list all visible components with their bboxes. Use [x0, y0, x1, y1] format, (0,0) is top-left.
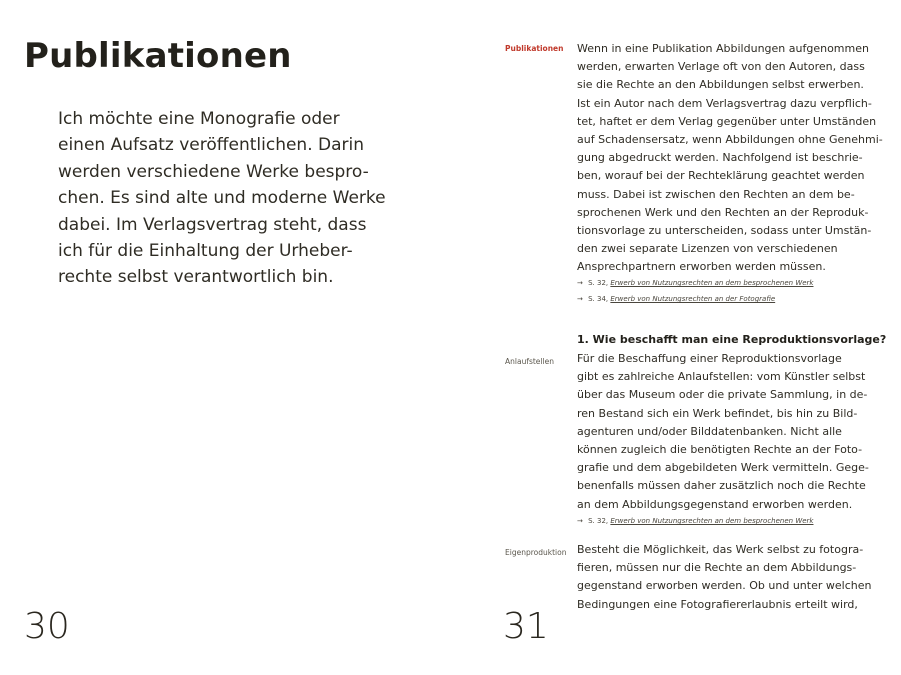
section-label: Publikationen: [505, 44, 564, 53]
page-number-left: 30: [24, 606, 70, 647]
text-line: sie die Rechte an den Abbildungen selbst erwerben.: [577, 78, 864, 92]
text-line: tet, haftet er dem Verlag gegenüber unter Umständen: [577, 114, 877, 128]
text-line: können zugleich die benötigten Rechte an der Foto-: [577, 443, 863, 457]
arrow-right-icon: →: [577, 295, 583, 303]
sidenote-eigenproduktion: Eigenproduktion: [505, 548, 567, 557]
text-line: an dem Abbildungsgegenstand erworben werden.: [577, 497, 853, 511]
cross-reference[interactable]: [577, 517, 813, 525]
text-line: gibt es zahlreiche Anlaufstellen: vom Künstler selbst: [577, 370, 866, 384]
text-line: Bedingungen eine Fotografiererlaubnis erteilt wird,: [577, 597, 858, 611]
section-subheading: 1. Wie beschafft man eine Reproduktionsvorlage?: [577, 333, 887, 346]
text-line: Ist ein Autor nach dem Verlagsvertrag dazu verpflich-: [577, 96, 872, 110]
text-line: ren Bestand sich ein Werk befindet, bis hin zu Bild-: [577, 406, 858, 420]
text-line: über das Museum oder die private Sammlung, in de-: [577, 388, 868, 402]
ref-page: S. 32,: [588, 517, 609, 525]
ref-page: S. 34,: [588, 295, 609, 303]
text-line: fieren, müssen nur die Rechte an dem Abbildungs-: [577, 561, 857, 575]
text-line: werden, erwarten Verlage oft von den Autoren, dass: [577, 60, 865, 74]
question-line: Ich möchte eine Monografie oder: [58, 109, 340, 129]
text-line: Besteht die Möglichkeit, das Werk selbst zu fotogra-: [577, 543, 864, 556]
text-line: Wenn in eine Publikation Abbildungen aufgenommen: [577, 42, 869, 55]
question-line: ich für die Einhaltung der Urheber-: [58, 241, 353, 262]
anlaufstellen-paragraph: [577, 350, 889, 514]
cross-reference[interactable]: [577, 279, 813, 287]
text-line: den zwei separate Lizenzen von verschiedenen: [577, 242, 838, 256]
text-line: auf Schadensersatz, wenn Abbildungen ohne Genehmi-: [577, 133, 883, 147]
question-line: werden verschiedene Werke bespro-: [58, 161, 369, 182]
question-line: rechte selbst verantwortlich bin.: [58, 267, 334, 288]
eigenproduktion-paragraph: [577, 541, 889, 614]
question-line: chen. Es sind alte und moderne Werke: [58, 188, 386, 209]
page-title: Publikationen: [24, 36, 292, 76]
text-line: Für die Beschaffung einer Reproduktionsvorlage: [577, 352, 842, 365]
cross-reference[interactable]: [577, 295, 775, 303]
ref-link[interactable]: Erwerb von Nutzungsrechten an dem besprochenen Werk: [610, 279, 814, 287]
ref-link[interactable]: Erwerb von Nutzungsrechten an dem besprochenen Werk: [610, 517, 814, 525]
question-text: [58, 106, 418, 291]
arrow-right-icon: →: [577, 279, 583, 287]
text-line: agenturen und/oder Bilddatenbanken. Nicht alle: [577, 424, 842, 438]
text-line: gung abgedruckt werden. Nachfolgend ist beschrie-: [577, 151, 863, 165]
page-number-right: 31: [503, 606, 549, 647]
text-line: tionsvorlage zu unterscheiden, sodass unter Umstän-: [577, 224, 872, 238]
text-line: ben, worauf bei der Rechteklärung geachtet werden: [577, 169, 865, 183]
arrow-right-icon: →: [577, 517, 583, 525]
question-line: dabei. Im Verlagsvertrag steht, dass: [58, 214, 367, 235]
intro-paragraph: [577, 40, 889, 277]
text-line: benenfalls müssen daher zusätzlich noch die Rechte: [577, 479, 866, 493]
ref-link[interactable]: Erwerb von Nutzungsrechten an der Fotografie: [610, 295, 776, 303]
text-line: grafie und dem abgebildeten Werk vermitteln. Gege-: [577, 461, 869, 475]
right-page: [450, 0, 901, 675]
sidenote-anlaufstellen: Anlaufstellen: [505, 357, 554, 366]
ref-page: S. 32,: [588, 279, 609, 287]
text-line: muss. Dabei ist zwischen den Rechten an dem be-: [577, 187, 855, 201]
text-line: gegenstand erworben werden. Ob und unter welchen: [577, 579, 872, 593]
left-page: [0, 0, 450, 675]
question-line: einen Aufsatz veröffentlichen. Darin: [58, 135, 364, 156]
text-line: sprochenen Werk und den Rechten an der Reproduk-: [577, 205, 869, 219]
text-line: Ansprechpartnern erworben werden müssen.: [577, 260, 826, 274]
